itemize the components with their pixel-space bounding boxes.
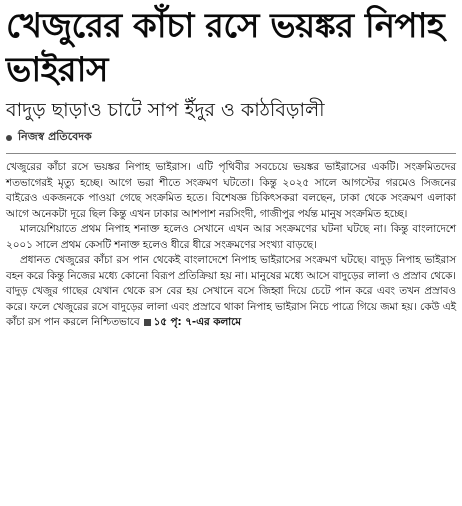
- byline-text: নিজস্ব প্রতিবেদক: [18, 130, 92, 143]
- paragraph: [6, 253, 456, 331]
- square-marker-icon: [144, 319, 151, 326]
- paragraph: মালয়েশিয়াতে প্রথম নিপাহ শনাক্ত হলেও সেখানে এখন আর সংক্রমণের ঘটনা ঘটছে না। কিন্তু বাংলাদেশে ২০০১ সালে প্রথম কেসটি শনাক্ত হলেও ধীরে ধীরে সংক্রমণের সংখ্যা বাড়ছে।: [6, 223, 456, 251]
- divider: [6, 153, 456, 154]
- headline: খেজুরের কাঁচা রসে ভয়ঙ্কর নিপাহ ভাইরাস: [6, 6, 445, 90]
- continuation-note: ১৫ পৃ: ৭-এর কলামে: [153, 316, 241, 328]
- byline: [6, 128, 456, 147]
- paragraph: খেজুরের কাঁচা রসে ভয়ঙ্কর নিপাহ ভাইরাস। এটি পৃথিবীর সবচেয়ে ভয়ঙ্কর ভাইরাসের একটি। সংক্রমিতদের শতভাগেরই মৃত্যু হচ্ছে। আগে ভরা শীতে সংক্রমণ ঘটতো। কিন্তু ২০২৫ সালে আগস্টের গরমেও সিজনের বাইরেও একজনকে পাওয়া গেছে সংক্রমিত হতে। বিশেষজ্ঞ চিকিৎসকরা বলছেন, ঢাকা থেকে সংক্রমণ এলাকা আগে অনেকটা দূরে ছিল কিন্তু এখন ঢাকার আশপাশ নরসিংদী, গাজীপুর পর্যন্ত মানুষ সংক্রমিত হচ্ছে।: [6, 161, 456, 220]
- subheadline: বাদুড় ছাড়াও চাটে সাপ ইঁদুর ও কাঠবিড়ালী: [6, 99, 325, 121]
- bullet-icon: [6, 135, 12, 141]
- article-body: [6, 160, 456, 331]
- paragraph-text: প্রধানত খেজুরের কাঁচা রস পান থেকেই বাংলাদেশে নিপাহ ভাইরাসের সংক্রমণ ঘটছে। বাদুড় নিপাহ ভাইরাস বহন করে কিন্তু নিজের মধ্যে কোনো বিরূপ প্রতিক্রিয়া হয় না। মানুষের মধ্যে আসে বাদুড়ের লালা ও প্রস্রাব থেকে। বাদুড় খেজুর গাছের যেখান থেকে রস বের হয় সেখানে বসে জিহ্বা দিয়ে চেটে পান করে এবং তখন প্রস্রাবও করে। ফলে খেজুরের রসে বাদুড়ের লালা এবং প্রস্রাবে থাকা নিপাহ ভাইরাস নিচে পাত্রে গিয়ে জমা হয়। কেউ এই কাঁচা রস পান করলে নিশ্চিতভাবে: [6, 254, 456, 328]
